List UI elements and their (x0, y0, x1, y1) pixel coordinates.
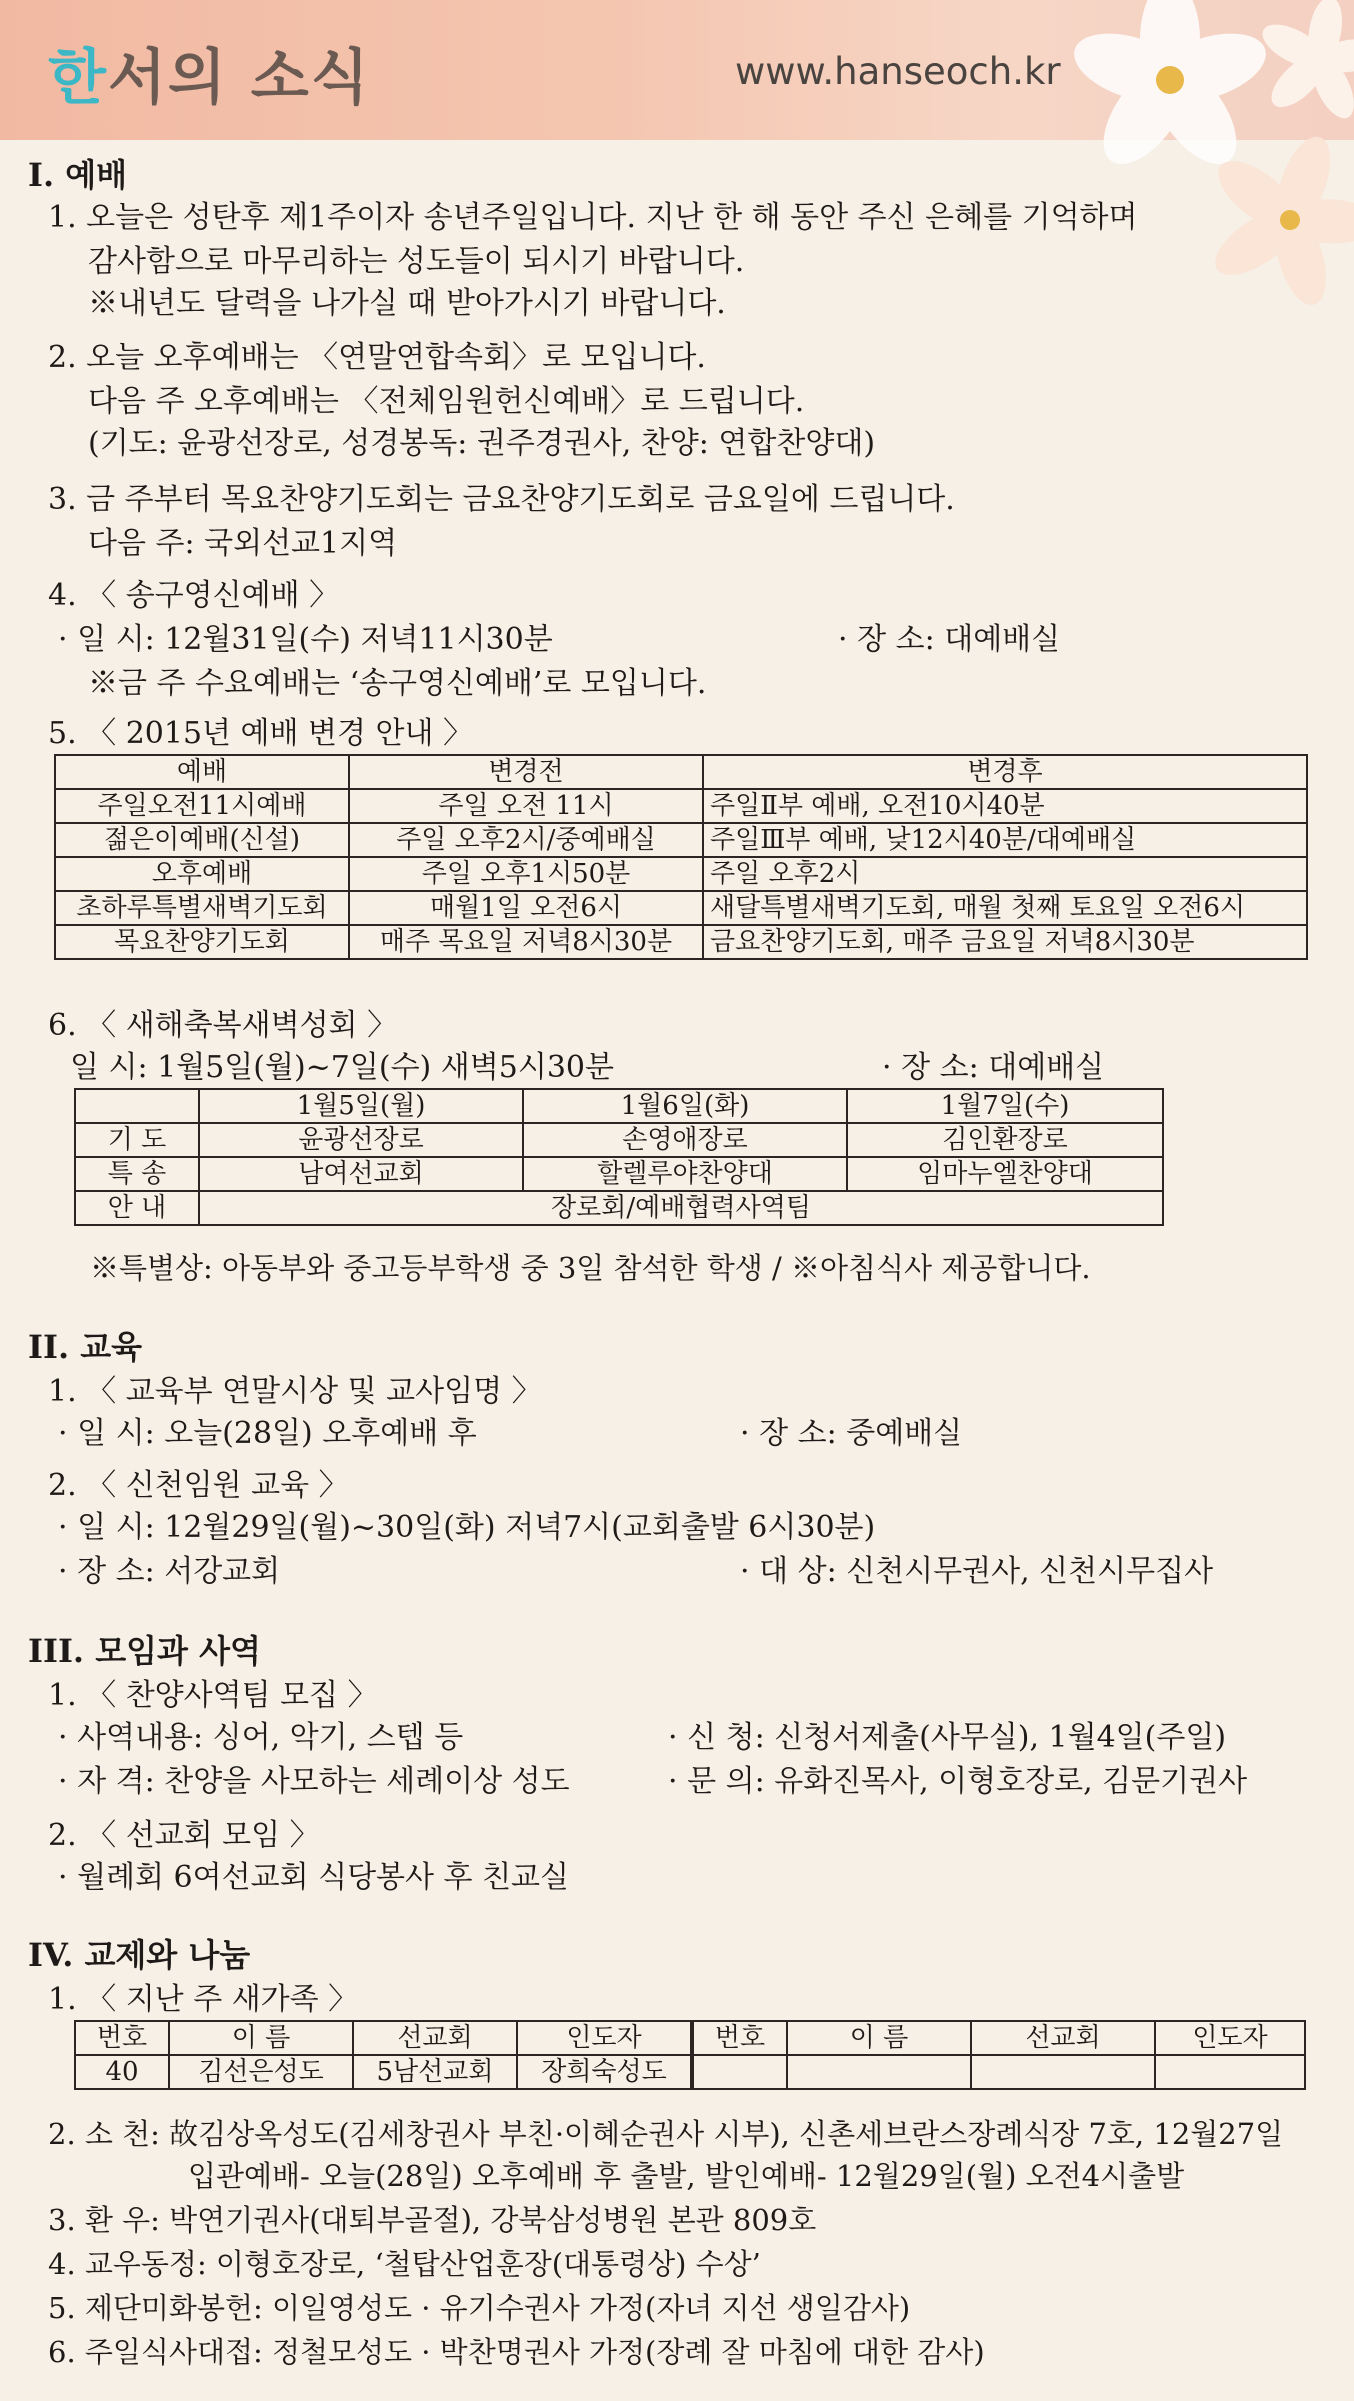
worship-item-2-line-3: (기도: 윤광선장로, 성경봉독: 권주경권사, 찬양: 연합찬양대) (88, 426, 876, 461)
table-cell: 할렐루야찬양대 (523, 1157, 847, 1191)
header-banner (0, 0, 1354, 140)
table-cell: 남여선교회 (199, 1157, 523, 1191)
table-row (55, 891, 1307, 925)
worship-item-2-line-1: 2. 오늘 오후예배는 〈연말연합속회〉로 모입니다. (48, 340, 706, 375)
table-header-cell: 1월6일(화) (523, 1089, 847, 1123)
section-fellowship-title: IV. 교제와 나눔 (28, 1936, 251, 1974)
title-first-char: 한 (48, 43, 108, 113)
table-cell: 주일Ⅲ부 예배, 낮12시40분/대예배실 (703, 823, 1307, 857)
flower-decoration-icon (1020, 0, 1354, 330)
section-ministry-title: III. 모임과 사역 (28, 1632, 261, 1670)
table-header-cell: 이 름 (787, 2021, 971, 2055)
worship-item-4-time: · 일 시: 12월31일(수) 저녁11시30분 (58, 622, 553, 657)
table-cell: 매월1일 오전6시 (349, 891, 703, 925)
table-header-row (75, 2021, 1305, 2055)
new-family-table (74, 2020, 1306, 2090)
education-item-2-title: 2. 〈 신천임원 교육 〉 (48, 1468, 349, 1503)
table-row (55, 925, 1307, 959)
worship-item-1-line-2: 감사함으로 마무리하는 성도들이 되시기 바랍니다. (88, 244, 745, 279)
ministry-item-1-title: 1. 〈 찬양사역팀 모집 〉 (48, 1678, 378, 1713)
ministry-item-1-content: · 사역내용: 싱어, 악기, 스텝 등 (58, 1720, 464, 1755)
worship-item-1-line-3: ※내년도 달력을 나가실 때 받아가시기 바랍니다. (88, 286, 726, 321)
table-cell: 매주 목요일 저녁8시30분 (349, 925, 703, 959)
table-cell: 젊은이예배(신설) (55, 823, 349, 857)
table-cell: 임마누엘찬양대 (847, 1157, 1163, 1191)
table-header-cell: 변경후 (703, 755, 1307, 789)
new-year-service-table (74, 1088, 1164, 1226)
table-cell: 주일 오후2시/중예배실 (349, 823, 703, 857)
table-cell: 5남선교회 (353, 2055, 517, 2089)
table-row (55, 857, 1307, 891)
table-header-cell: 변경전 (349, 755, 703, 789)
fellowship-item-2-line-2: 입관예배- 오늘(28일) 오후예배 후 출발, 발인예배- 12월29일(월) 오전4시출발 (188, 2159, 1185, 2193)
worship-item-4-title: 4. 〈 송구영신예배 〉 (48, 578, 340, 613)
table-cell: 금요찬양기도회, 매주 금요일 저녁8시30분 (703, 925, 1307, 959)
fellowship-item-1-title: 1. 〈 지난 주 새가족 〉 (48, 1982, 359, 2017)
table-cell: 손영애장로 (523, 1123, 847, 1157)
table-cell: 장희숙성도 (517, 2055, 692, 2089)
table-header-row (75, 1089, 1163, 1123)
fellowship-item-4: 4. 교우동정: 이형호장로, ‘철탑산업훈장(대통령상) 수상’ (48, 2247, 761, 2281)
worship-item-5-title: 5. 〈 2015년 예배 변경 안내 〉 (48, 716, 474, 751)
table-cell: 주일 오후2시 (703, 857, 1307, 891)
title-rest: 서의 소식 (107, 43, 371, 113)
worship-item-6-place: · 장 소: 대예배실 (882, 1050, 1105, 1085)
education-item-2-target: · 대 상: 신천시무권사, 신천시무집사 (740, 1554, 1214, 1589)
table-header-cell: 인도자 (517, 2021, 692, 2055)
table-header-cell: 번호 (692, 2021, 787, 2055)
ministry-item-2-title: 2. 〈 선교회 모임 〉 (48, 1818, 320, 1853)
table-row (55, 789, 1307, 823)
section-worship-title: I. 예배 (28, 156, 128, 194)
table-header-cell: 번호 (75, 2021, 169, 2055)
section-education-title: II. 교육 (28, 1328, 143, 1366)
table-cell (787, 2055, 971, 2089)
worship-item-6-title: 6. 〈 새해축복새벽성회 〉 (48, 1008, 398, 1043)
table-row (75, 1123, 1163, 1157)
ministry-item-1-apply: · 신 청: 신청서제출(사무실), 1월4일(주일) (668, 1720, 1227, 1755)
ministry-item-2-line: · 월례회 6여선교회 식당봉사 후 친교실 (58, 1860, 570, 1895)
fellowship-item-5: 5. 제단미화봉헌: 이일영성도 · 유기수권사 가정(자녀 지선 생일감사) (48, 2291, 911, 2325)
table-cell: 김인환장로 (847, 1123, 1163, 1157)
table-cell (692, 2055, 787, 2089)
fellowship-item-2-line-1: 2. 소 천: 故김상옥성도(김세창권사 부친·이혜순권사 시부), 신촌세브란스장례식장 7호, 12월27일 (48, 2117, 1284, 2151)
table-header-cell: 선교회 (353, 2021, 517, 2055)
worship-item-4-place: · 장 소: 대예배실 (838, 622, 1061, 657)
website-url[interactable]: www.hanseoch.kr (735, 50, 1061, 93)
table-cell: 특 송 (75, 1157, 199, 1191)
table-header-cell (75, 1089, 199, 1123)
worship-item-6-time: 일 시: 1월5일(월)~7일(수) 새벽5시30분 (70, 1050, 614, 1085)
table-cell: 안 내 (75, 1191, 199, 1225)
table-row (55, 823, 1307, 857)
table-cell: 40 (75, 2055, 169, 2089)
table-cell: 주일Ⅱ부 예배, 오전10시40분 (703, 789, 1307, 823)
table-row (75, 2055, 1305, 2089)
table-cell: 윤광선장로 (199, 1123, 523, 1157)
table-cell: 초하루특별새벽기도회 (55, 891, 349, 925)
table-header-cell: 예배 (55, 755, 349, 789)
table-header-cell: 인도자 (1155, 2021, 1305, 2055)
table-cell: 새달특별새벽기도회, 매월 첫째 토요일 오전6시 (703, 891, 1307, 925)
education-item-2-place: · 장 소: 서강교회 (58, 1554, 281, 1589)
worship-item-1-line-1: 1. 오늘은 성탄후 제1주이자 송년주일입니다. 지난 한 해 동안 주신 은혜를 기억하며 (48, 200, 1138, 235)
worship-item-6-note: ※특별상: 아동부와 중고등부학생 중 3일 참석한 학생 / ※아침식사 제공합니다. (90, 1251, 1091, 1285)
table-cell: 목요찬양기도회 (55, 925, 349, 959)
fellowship-item-6: 6. 주일식사대접: 정철모성도 · 박찬명권사 가정(장례 잘 마침에 대한 감사) (48, 2335, 985, 2369)
table-cell: 주일오전11시예배 (55, 789, 349, 823)
table-header-cell: 선교회 (971, 2021, 1155, 2055)
table-cell: 장로회/예배협력사역팀 (199, 1191, 1163, 1225)
table-cell: 주일 오전 11시 (349, 789, 703, 823)
worship-item-2-line-2: 다음 주 오후예배는 〈전체임원헌신예배〉로 드립니다. (88, 384, 805, 419)
table-cell (971, 2055, 1155, 2089)
education-item-1-title: 1. 〈 교육부 연말시상 및 교사임명 〉 (48, 1374, 542, 1409)
education-item-1-place: · 장 소: 중예배실 (740, 1416, 963, 1451)
worship-item-4-note: ※금 주 수요예배는 ‘송구영신예배’로 모입니다. (88, 666, 707, 701)
table-cell: 김선은성도 (169, 2055, 353, 2089)
table-row (75, 1191, 1163, 1225)
table-header-cell: 1월7일(수) (847, 1089, 1163, 1123)
table-header-cell: 1월5일(월) (199, 1089, 523, 1123)
education-item-1-time: · 일 시: 오늘(28일) 오후예배 후 (58, 1416, 477, 1451)
table-header-row (55, 755, 1307, 789)
table-row (75, 1157, 1163, 1191)
table-header-cell: 이 름 (169, 2021, 353, 2055)
table-cell: 오후예배 (55, 857, 349, 891)
worship-change-table (54, 754, 1308, 960)
bulletin-title (48, 30, 371, 116)
ministry-item-1-inquiry: · 문 의: 유화진목사, 이형호장로, 김문기권사 (668, 1764, 1248, 1799)
table-cell: 주일 오후1시50분 (349, 857, 703, 891)
table-cell: 기 도 (75, 1123, 199, 1157)
table-cell (1155, 2055, 1305, 2089)
education-item-2-time: · 일 시: 12월29일(월)~30일(화) 저녁7시(교회출발 6시30분) (58, 1510, 876, 1545)
fellowship-item-3: 3. 환 우: 박연기권사(대퇴부골절), 강북삼성병원 본관 809호 (48, 2203, 817, 2237)
worship-item-3-line-1: 3. 금 주부터 목요찬양기도회는 금요찬양기도회로 금요일에 드립니다. (48, 482, 955, 517)
worship-item-3-line-2: 다음 주: 국외선교1지역 (88, 526, 398, 561)
ministry-item-1-qualification: · 자 격: 찬양을 사모하는 세례이상 성도 (58, 1764, 570, 1799)
